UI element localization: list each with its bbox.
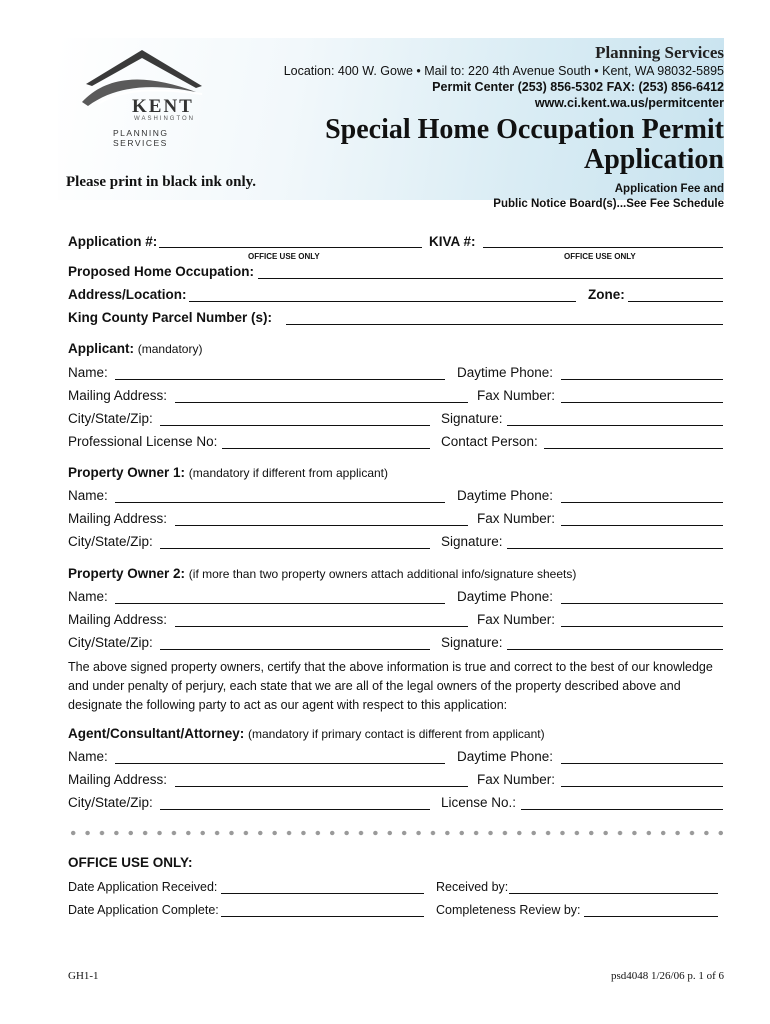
applicant-city-label: City/State/Zip: — [68, 411, 153, 426]
applicant-license-label: Professional License No: — [68, 434, 218, 449]
owner2-name-label: Name: — [68, 589, 108, 604]
owner1-heading-label: Property Owner 1: — [68, 465, 186, 480]
owner1-name-label: Name: — [68, 488, 108, 503]
agent-mailing-label: Mailing Address: — [68, 772, 168, 787]
certification-line1: The above signed property owners, certify that the above information is true and correct to the best of our knowledge — [68, 660, 713, 674]
applicant-mailing-label: Mailing Address: — [68, 388, 168, 403]
applicant-name-label: Name: — [68, 365, 108, 380]
owner2-heading — [68, 566, 576, 584]
agent-name-label: Name: — [68, 749, 108, 764]
owner2-city-field[interactable] — [160, 649, 430, 650]
logo-dept: PLANNING SERVICES — [113, 128, 169, 148]
applicant-heading-label: Applicant: — [68, 341, 134, 356]
agent-city-label: City/State/Zip: — [68, 795, 153, 810]
owner2-mailing-label: Mailing Address: — [68, 612, 168, 627]
agent-mailing-field[interactable] — [175, 786, 468, 787]
applicant-phone-label: Daytime Phone: — [457, 365, 554, 380]
parcel-label: King County Parcel Number (s): — [68, 310, 273, 325]
review-by-field[interactable] — [584, 916, 718, 917]
agent-city-field[interactable] — [160, 809, 430, 810]
applicant-signature-field[interactable] — [507, 425, 723, 426]
agent-heading-label: Agent/Consultant/Attorney: — [68, 726, 245, 741]
application-no-label: Application #: — [68, 234, 158, 249]
owner2-signature-label: Signature: — [441, 635, 503, 650]
applicant-contact-field[interactable] — [544, 448, 723, 449]
parcel-field[interactable] — [286, 324, 723, 325]
owner2-phone-label: Daytime Phone: — [457, 589, 554, 604]
applicant-license-field[interactable] — [222, 448, 430, 449]
applicant-fax-field[interactable] — [561, 402, 723, 403]
owner1-phone-label: Daytime Phone: — [457, 488, 554, 503]
applicant-heading — [68, 341, 202, 359]
office-use-note-1: OFFICE USE ONLY — [248, 252, 320, 261]
logo-state: WASHINGTON — [134, 116, 196, 122]
dotted-separator — [66, 829, 728, 837]
owner1-fax-field[interactable] — [561, 525, 723, 526]
applicant-contact-label: Contact Person: — [441, 434, 538, 449]
agent-license-label: License No.: — [441, 795, 517, 810]
certification-line3: designate the following party to act as our agent with respect to this application: — [68, 698, 508, 712]
owner2-name-field[interactable] — [115, 603, 445, 604]
ink-note: Please print in black ink only. — [66, 174, 257, 190]
owner2-heading-note: (if more than two property owners attach additional info/signature sheets) — [188, 567, 577, 581]
owner1-signature-field[interactable] — [507, 548, 723, 549]
logo-city: KENT — [132, 96, 194, 117]
agent-fax-label: Fax Number: — [477, 772, 556, 787]
agent-fax-field[interactable] — [561, 786, 723, 787]
received-by-label: Received by: — [436, 880, 509, 894]
fee-line2: Public Notice Board(s)...See Fee Schedule — [493, 198, 724, 210]
agent-name-field[interactable] — [115, 763, 445, 764]
agent-license-field[interactable] — [521, 809, 723, 810]
form-title-line2: Application — [583, 144, 724, 175]
form-title-line1: Special Home Occupation Permit — [325, 114, 724, 145]
agent-phone-field[interactable] — [561, 763, 723, 764]
proposed-occupation-field[interactable] — [258, 278, 723, 279]
date-received-label: Date Application Received: — [68, 880, 218, 894]
owner1-city-field[interactable] — [160, 548, 430, 549]
applicant-fax-label: Fax Number: — [477, 388, 556, 403]
agent-heading — [68, 726, 545, 744]
zone-field[interactable] — [628, 301, 723, 302]
owner1-mailing-label: Mailing Address: — [68, 511, 168, 526]
kiva-label: KIVA #: — [429, 234, 476, 249]
applicant-phone-field[interactable] — [561, 379, 723, 380]
date-received-field[interactable] — [221, 893, 424, 894]
owner1-mailing-field[interactable] — [175, 525, 468, 526]
owner2-heading-label: Property Owner 2: — [68, 566, 186, 581]
address-field[interactable] — [189, 301, 576, 302]
date-complete-label: Date Application Complete: — [68, 903, 219, 917]
office-use-note-2: OFFICE USE ONLY — [564, 252, 636, 261]
applicant-mailing-field[interactable] — [175, 402, 468, 403]
owner1-phone-field[interactable] — [561, 502, 723, 503]
owner1-heading — [68, 465, 388, 483]
date-complete-field[interactable] — [221, 916, 424, 917]
owner2-fax-label: Fax Number: — [477, 612, 556, 627]
agent-phone-label: Daytime Phone: — [457, 749, 554, 764]
permit-center-line: Permit Center (253) 856-5302 FAX: (253) 856-6412 — [432, 80, 724, 94]
office-heading: OFFICE USE ONLY: — [68, 855, 193, 870]
received-by-field[interactable] — [509, 893, 718, 894]
kiva-field[interactable] — [483, 247, 723, 248]
owner2-fax-field[interactable] — [561, 626, 723, 627]
applicant-name-field[interactable] — [115, 379, 445, 380]
zone-label: Zone: — [588, 287, 625, 302]
footer-right: psd4048 1/26/06 p. 1 of 6 — [610, 970, 724, 982]
address-label: Address/Location: — [68, 287, 187, 302]
applicant-signature-label: Signature: — [441, 411, 503, 426]
org-name: Planning Services — [595, 43, 724, 62]
fee-line1: Application Fee and — [614, 183, 724, 195]
certification-line2: and under penalty of perjury, each state that we are all of the legal owners of the property described above and — [68, 679, 681, 693]
location-line: Location: 400 W. Gowe • Mail to: 220 4th Avenue South • Kent, WA 98032-5895 — [283, 64, 724, 78]
proposed-occupation-label: Proposed Home Occupation: — [68, 264, 255, 279]
website: www.ci.kent.wa.us/permitcenter — [534, 96, 724, 110]
kent-logo — [72, 44, 222, 148]
review-by-label: Completeness Review by: — [436, 903, 581, 917]
owner2-mailing-field[interactable] — [175, 626, 468, 627]
owner2-city-label: City/State/Zip: — [68, 635, 153, 650]
applicant-heading-note: (mandatory) — [137, 342, 203, 356]
applicant-city-field[interactable] — [160, 425, 430, 426]
agent-heading-note: (mandatory if primary contact is different from applicant) — [248, 727, 545, 741]
application-no-field[interactable] — [159, 247, 422, 248]
owner1-city-label: City/State/Zip: — [68, 534, 153, 549]
footer-left: GH1-1 — [68, 970, 99, 982]
owner2-phone-field[interactable] — [561, 603, 723, 604]
owner1-heading-note: (mandatory if different from applicant) — [188, 466, 388, 480]
owner2-signature-field[interactable] — [507, 649, 723, 650]
owner1-name-field[interactable] — [115, 502, 445, 503]
owner1-signature-label: Signature: — [441, 534, 503, 549]
owner1-fax-label: Fax Number: — [477, 511, 556, 526]
